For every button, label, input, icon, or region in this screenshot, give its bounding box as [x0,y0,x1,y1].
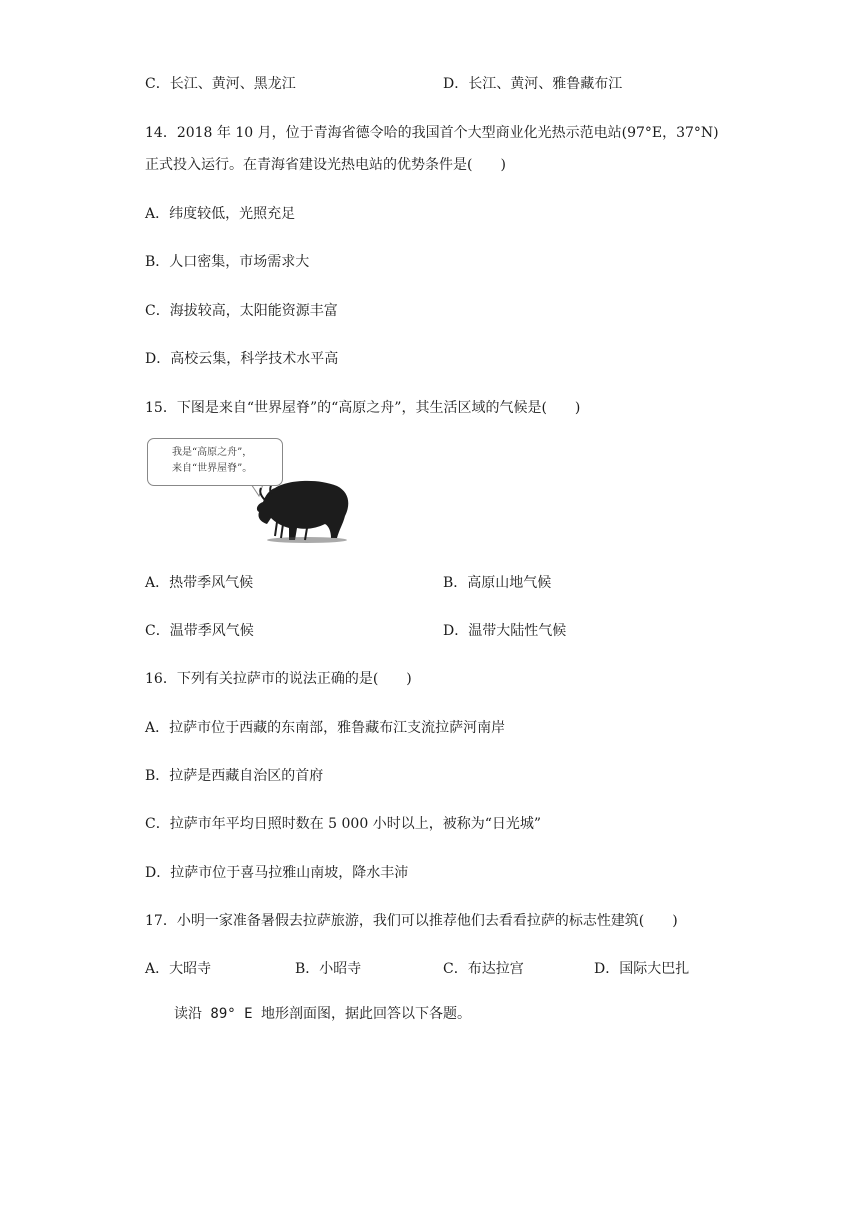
q16-option-d: D．拉萨市位于喜马拉雅山南坡，降水丰沛 [145,865,409,881]
q17-option-c: C．布达拉宫 [443,961,524,977]
q16-option-b: B．拉萨是西藏自治区的首府 [145,768,324,784]
bubble-line-1: 我是“高原之舟”， [172,447,253,458]
q15-option-b: B．高原山地气候 [443,575,552,591]
q14-option-d: D．高校云集，科学技术水平高 [145,351,339,367]
q15-option-a: A．热带季风气候 [145,575,254,591]
q17-option-b: B．小昭寺 [295,961,362,977]
q17-option-d: D．国际大巴扎 [594,961,690,977]
q16-option-c: C．拉萨市年平均日照时数在 5 000 小时以上，被称为“日光城” [145,816,542,832]
q14-option-b: B．人口密集，市场需求大 [145,254,310,270]
q14-option-a: A．纬度较低，光照充足 [145,206,296,222]
q15-option-c: C．温带季风气候 [145,623,254,639]
q17-stem: 17．小明一家准备暑假去拉萨旅游，我们可以推荐他们去看看拉萨的标志性建筑( ) [145,913,678,929]
q15-option-d: D．温带大陆性气候 [443,623,567,639]
section-instruction: 读沿 89° E 地形剖面图，据此回答以下各题。 [174,1006,471,1022]
bubble-line-2: 来自“世界屋脊”。 [172,463,253,474]
q14-option-c: C．海拔较高，太阳能资源丰富 [145,303,338,319]
q17-option-a: A．大昭寺 [145,961,212,977]
q14-stem-line1: 14．2018 年 10 月，位于青海省德令哈的我国首个大型商业化光热示范电站(97°E，37°N) [145,125,719,141]
q16-stem: 16．下列有关拉萨市的说法正确的是( ) [145,671,412,687]
q13-option-c: C．长江、黄河、黑龙江 [145,76,296,92]
yak-illustration [147,438,367,548]
q16-option-a: A．拉萨市位于西藏的东南部，雅鲁藏布江支流拉萨河南岸 [145,720,506,736]
q14-stem-line2: 正式投入运行。在青海省建设光热电站的优势条件是( ) [145,157,506,173]
speech-bubble [147,438,283,486]
q15-stem: 15．下图是来自“世界屋脊”的“高原之舟”，其生活区域的气候是( ) [145,400,581,416]
q13-option-d: D．长江、黄河、雅鲁藏布江 [443,76,623,92]
